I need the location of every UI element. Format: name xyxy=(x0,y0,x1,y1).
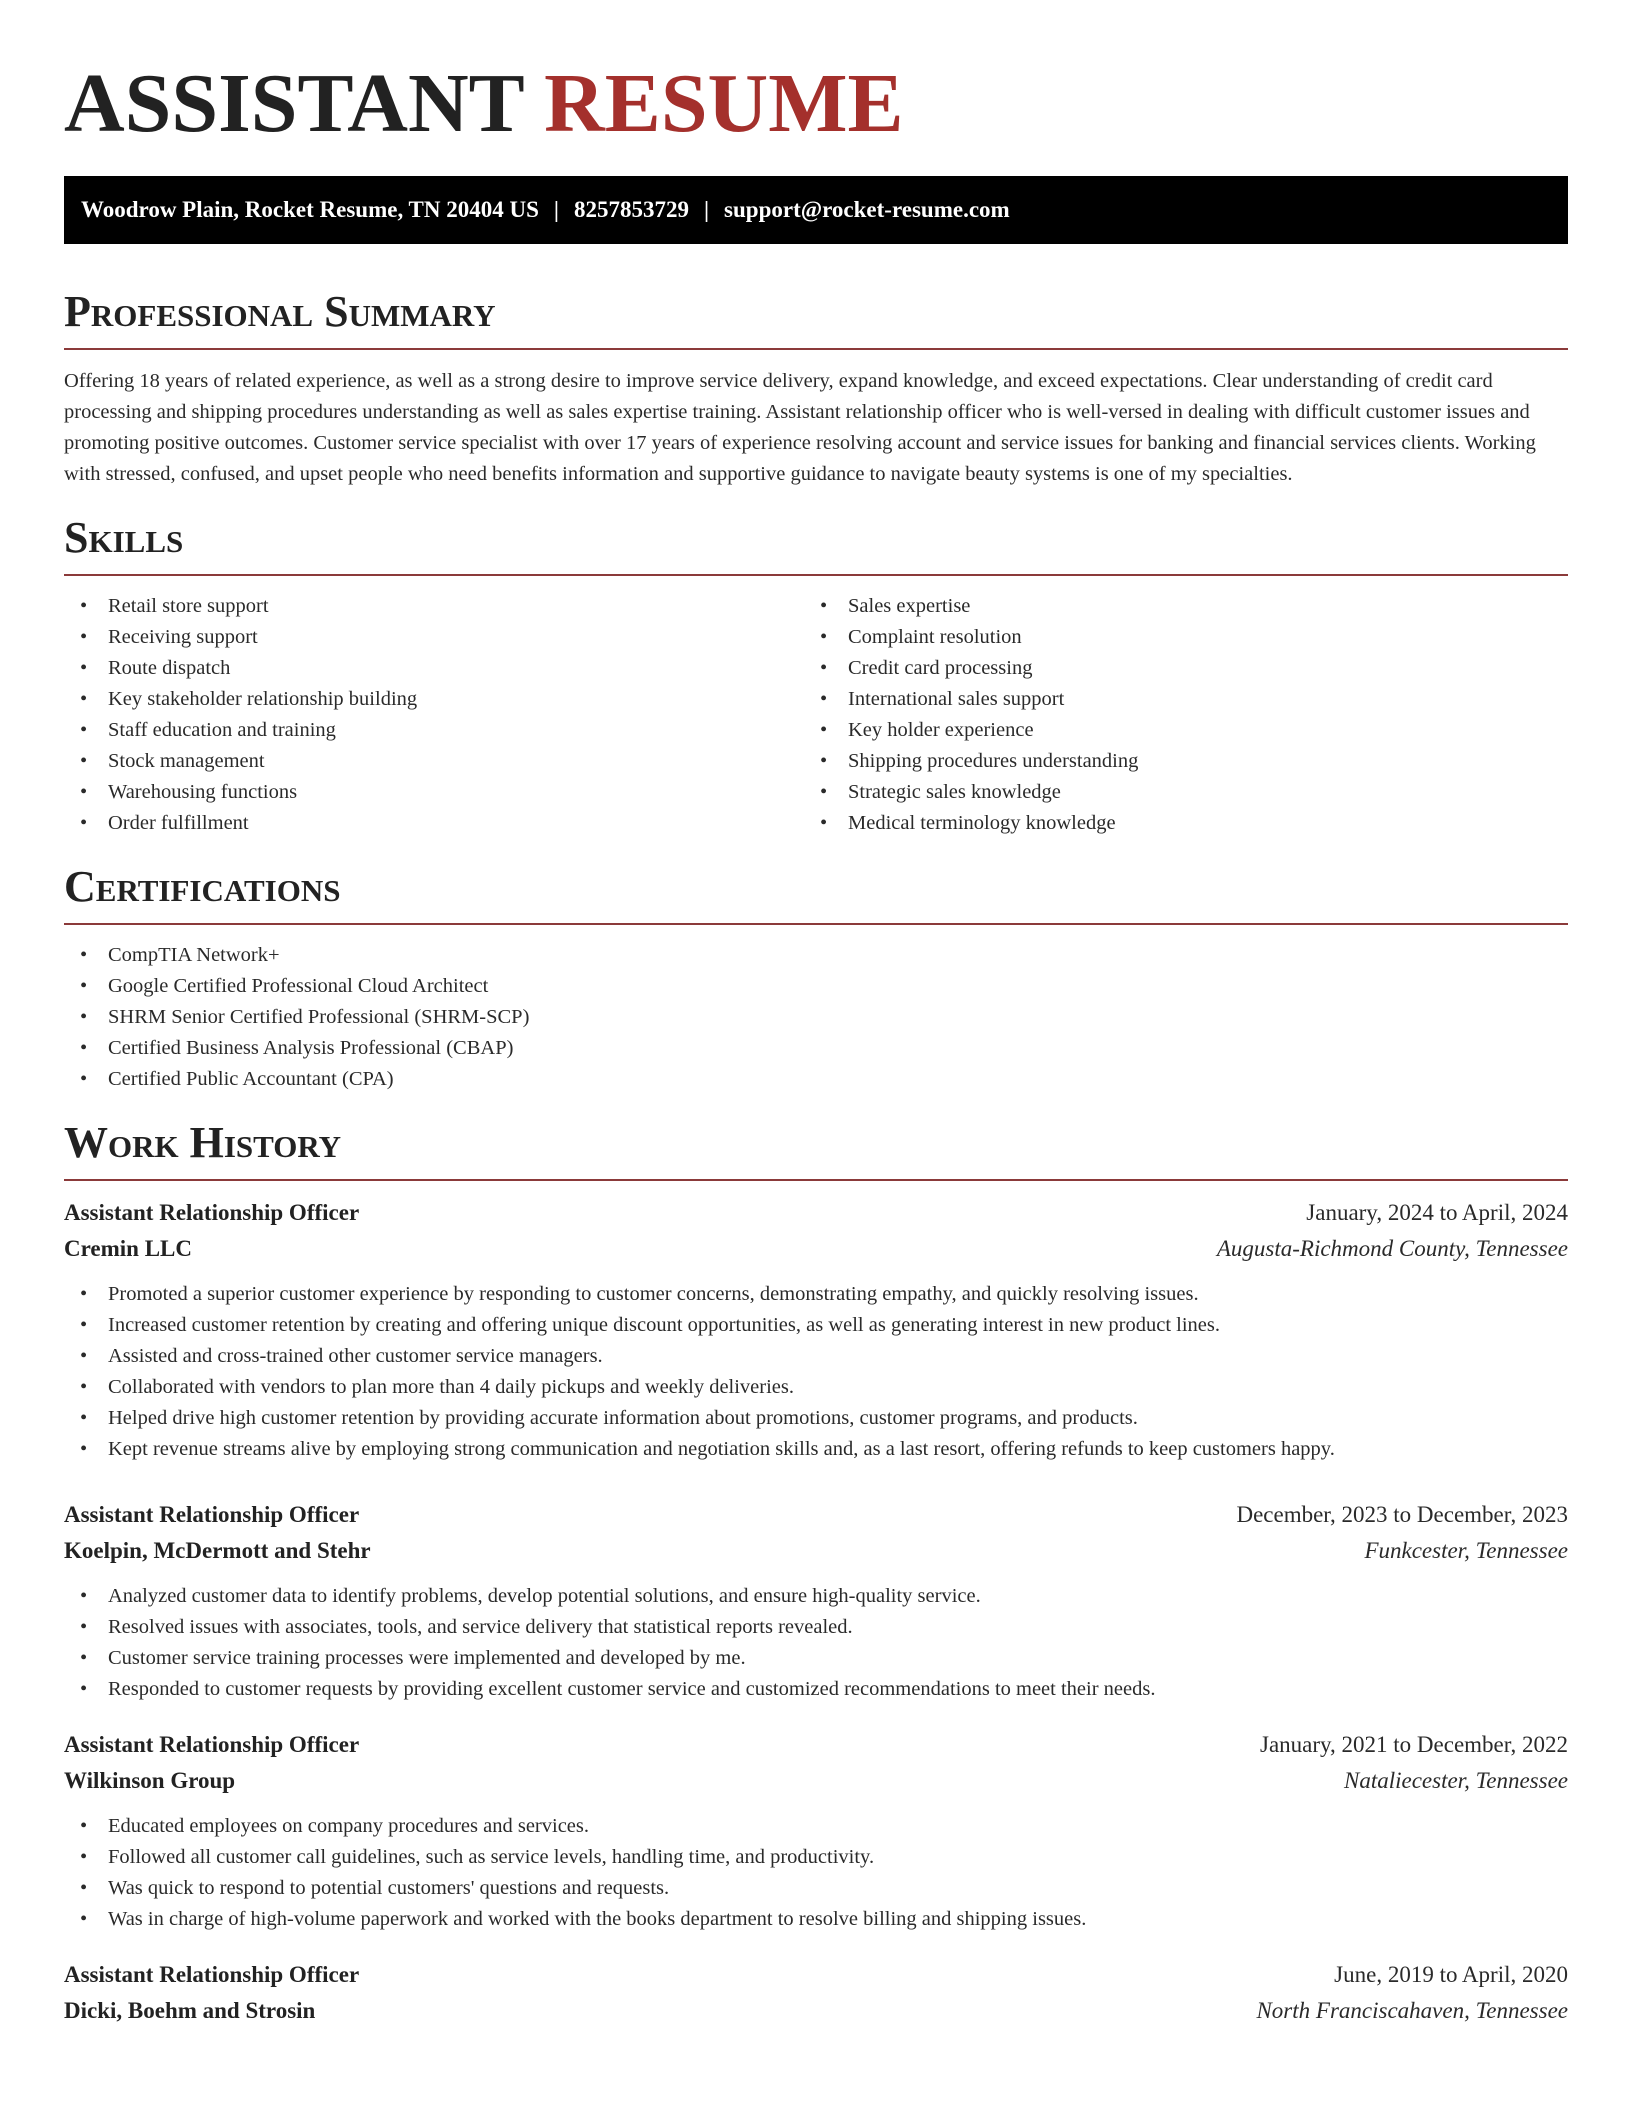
skill-item: • Shipping procedures understanding xyxy=(804,746,1544,777)
certification-item: • Certified Public Accountant (CPA) xyxy=(64,1064,1568,1095)
job-dates: June, 2019 to April, 2020 xyxy=(1334,1962,1568,1987)
job-bullet: • Promoted a superior customer experience by responding to customer concerns, demonstrating empathy, and quickly resolving issues. xyxy=(64,1279,1568,1310)
certification-item: • Google Certified Professional Cloud Architect xyxy=(64,971,1568,1002)
skill-item: • Staff education and training xyxy=(64,715,804,746)
skill-item: • Complaint resolution xyxy=(804,622,1544,653)
work-history-section xyxy=(64,1117,1568,2029)
certification-item: • Certified Business Analysis Professional (CBAP) xyxy=(64,1033,1568,1064)
skill-item: • Warehousing functions xyxy=(64,777,804,808)
job-entry xyxy=(64,1195,1568,1465)
job-company-row xyxy=(64,1993,1568,2029)
job-company-row xyxy=(64,1763,1568,1799)
summary-heading: Professional Summary xyxy=(64,286,1568,350)
skills-right-list xyxy=(804,591,1544,839)
job-dates: January, 2024 to April, 2024 xyxy=(1306,1200,1568,1225)
certifications-list xyxy=(64,940,1568,1095)
job-location: Augusta-Richmond County, Tennessee xyxy=(1216,1236,1568,1261)
job-dates: January, 2021 to December, 2022 xyxy=(1260,1732,1568,1757)
job-title: Assistant Relationship Officer xyxy=(64,1732,360,1757)
job-bullet: • Kept revenue streams alive by employing strong communication and negotiation skills and, as a last resort, offering refunds to keep customers happy. xyxy=(64,1434,1568,1465)
job-location: Funkcester, Tennessee xyxy=(1364,1538,1568,1563)
skills-heading: Skills xyxy=(64,512,1568,576)
summary-text: Offering 18 years of related experience, as well as a strong desire to improve service delivery, expand knowledge, and exceed expectations. Clear understanding of credit card processing and shipping procedures understanding as well as sales expertise training. Assistant relationship officer who is well-versed in dealing with difficult customer issues and promoting positive outcomes. Customer service specialist with over 17 years of experience resolving account and service issues for banking and financial services clients. Working with stressed, confused, and upset people who need benefits information and supportive guidance to navigate beauty systems is one of my specialties. xyxy=(64,370,1536,485)
skill-item: • Medical terminology knowledge xyxy=(804,808,1544,839)
job-title: Assistant Relationship Officer xyxy=(64,1502,360,1527)
job-company: Cremin LLC xyxy=(64,1236,192,1261)
contact-separator: | xyxy=(703,197,710,222)
job-location: North Franciscahaven, Tennessee xyxy=(1256,1998,1568,2023)
job-bullet: • Increased customer retention by creating and offering unique discount opportunities, as well as generating interest in new product lines. xyxy=(64,1310,1568,1341)
contact-bar xyxy=(64,176,1568,244)
job-bullet: • Assisted and cross-trained other customer service managers. xyxy=(64,1341,1568,1372)
job-bullet: • Helped drive high customer retention by providing accurate information about promotions, customer programs, and products. xyxy=(64,1403,1568,1434)
contact-email: support@rocket-resume.com xyxy=(724,197,1010,222)
skill-item: • Stock management xyxy=(64,746,804,777)
title-first-word: ASSISTANT xyxy=(64,57,524,150)
contact-address: Woodrow Plain, Rocket Resume, TN 20404 US xyxy=(81,197,539,222)
skills-left-list xyxy=(64,591,804,839)
job-company: Dicki, Boehm and Strosin xyxy=(64,1998,316,2023)
job-bullet: • Analyzed customer data to identify problems, develop potential solutions, and ensure high-quality service. xyxy=(64,1581,1568,1612)
job-header-row xyxy=(64,1195,1568,1231)
skill-item: • Key stakeholder relationship building xyxy=(64,684,804,715)
contact-separator: | xyxy=(553,197,559,222)
skill-item: • Order fulfillment xyxy=(64,808,804,839)
skill-item: • Credit card processing xyxy=(804,653,1544,684)
certifications-section xyxy=(64,861,1568,1095)
job-company-row xyxy=(64,1231,1568,1267)
job-bullet: • Responded to customer requests by providing excellent customer service and customized recommendations to meet their needs. xyxy=(64,1674,1568,1705)
certification-item: • SHRM Senior Certified Professional (SHRM-SCP) xyxy=(64,1002,1568,1033)
certifications-heading: Certifications xyxy=(64,861,1568,925)
skill-item: • Key holder experience xyxy=(804,715,1544,746)
job-title: Assistant Relationship Officer xyxy=(64,1962,360,1987)
skill-item: • Strategic sales knowledge xyxy=(804,777,1544,808)
job-bullets xyxy=(64,1811,1568,1935)
job-header-row xyxy=(64,1497,1568,1533)
job-bullet: • Followed all customer call guidelines, such as service levels, handling time, and productivity. xyxy=(64,1842,1568,1873)
job-entry xyxy=(64,1497,1568,1705)
job-bullet: • Collaborated with vendors to plan more than 4 daily pickups and weekly deliveries. xyxy=(64,1372,1568,1403)
job-entry xyxy=(64,1957,1568,2029)
job-dates: December, 2023 to December, 2023 xyxy=(1236,1502,1568,1527)
job-bullets xyxy=(64,1279,1568,1465)
skills-section xyxy=(64,512,1568,839)
contact-phone: 8257853729 xyxy=(573,197,689,222)
work-history-heading: Work History xyxy=(64,1117,1568,1181)
job-company-row xyxy=(64,1533,1568,1569)
job-title: Assistant Relationship Officer xyxy=(64,1200,360,1225)
job-company: Wilkinson Group xyxy=(64,1768,236,1793)
certification-item: • CompTIA Network+ xyxy=(64,940,1568,971)
job-location: Nataliecester, Tennessee xyxy=(1343,1768,1568,1793)
job-bullet: • Customer service training processes were implemented and developed by me. xyxy=(64,1643,1568,1674)
skill-item: • International sales support xyxy=(804,684,1544,715)
job-entry xyxy=(64,1727,1568,1935)
skill-item: • Retail store support xyxy=(64,591,804,622)
job-bullet: • Was quick to respond to potential customers' questions and requests. xyxy=(64,1873,1568,1904)
resume-title xyxy=(64,0,1568,176)
skill-item: • Sales expertise xyxy=(804,591,1544,622)
job-company: Koelpin, McDermott and Stehr xyxy=(64,1538,371,1563)
job-bullets xyxy=(64,1581,1568,1705)
job-bullet: • Resolved issues with associates, tools, and service delivery that statistical reports revealed. xyxy=(64,1612,1568,1643)
job-header-row xyxy=(64,1957,1568,1993)
skill-item: • Route dispatch xyxy=(64,653,804,684)
skill-item: • Receiving support xyxy=(64,622,804,653)
summary-section xyxy=(64,286,1568,490)
job-bullet: • Educated employees on company procedures and services. xyxy=(64,1811,1568,1842)
title-second-word: RESUME xyxy=(544,57,904,150)
job-header-row xyxy=(64,1727,1568,1763)
skills-columns xyxy=(64,591,1568,839)
job-bullet: • Was in charge of high-volume paperwork and worked with the books department to resolve billing and shipping issues. xyxy=(64,1904,1568,1935)
